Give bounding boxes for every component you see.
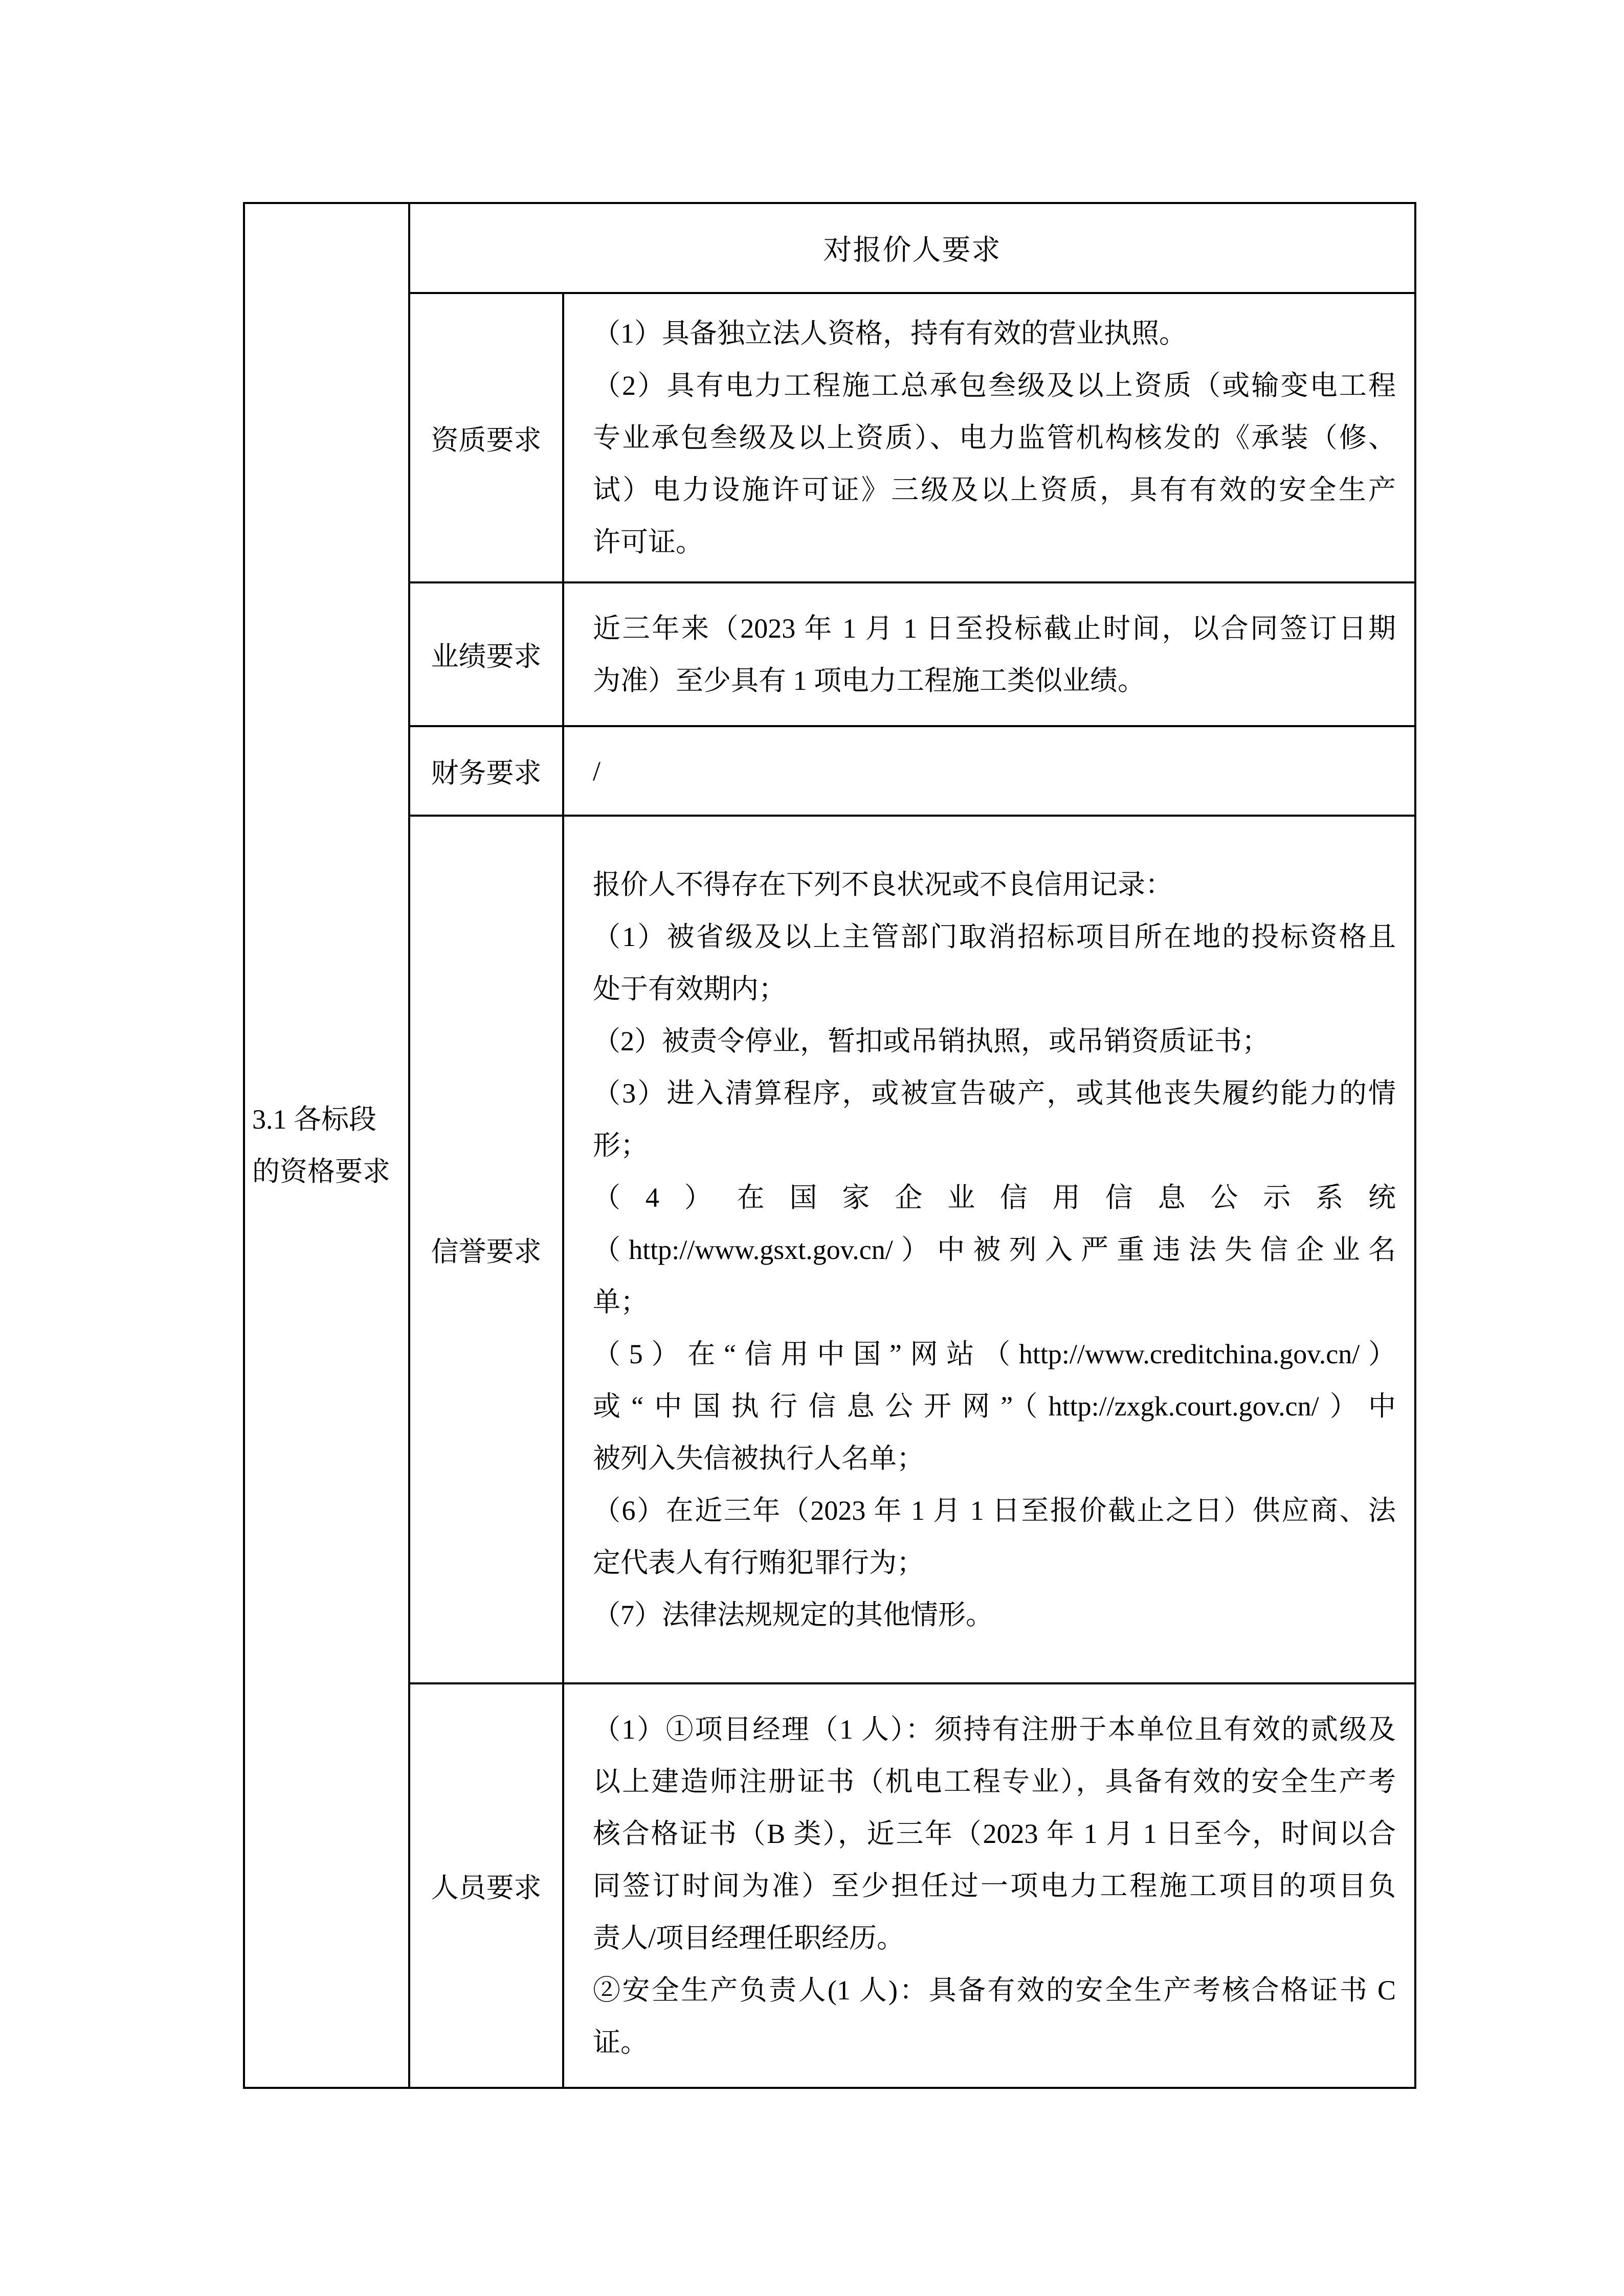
table-header-cell: 对报价人要求 xyxy=(409,203,1415,293)
content-line: 同签订时间为准）至少担任过一项电力工程施工项目的项目负 xyxy=(593,1870,1396,1901)
content-line: （2）被责令停业，暂扣或吊销执照，或吊销资质证书； xyxy=(593,1025,1270,1056)
content-line: 被列入失信被执行人名单； xyxy=(593,1443,924,1474)
table-row xyxy=(244,293,1415,582)
content-line: 核合格证书（B 类），近三年（2023 年 1 月 1 日至今，时间以合 xyxy=(593,1818,1396,1849)
content-line: 报价人不得存在下列不良状况或不良信用记录： xyxy=(593,869,1173,900)
table-row xyxy=(244,816,1415,1683)
content-cell xyxy=(563,582,1415,726)
content-line: 许可证。 xyxy=(593,527,703,557)
content-line: 为准）至少具有 1 项电力工程施工类似业绩。 xyxy=(593,665,1145,696)
content-line: ②安全生产负责人(1 人)：具备有效的安全生产考核合格证书 C xyxy=(593,1974,1396,2006)
table-row xyxy=(244,726,1415,816)
content-line: / xyxy=(593,755,601,786)
table-row xyxy=(244,1683,1415,2088)
row-label: 业绩要求 xyxy=(409,582,563,726)
section-label-cell xyxy=(244,203,409,2088)
content-line: 定代表人有行贿犯罪行为； xyxy=(593,1547,924,1578)
row-label: 人员要求 xyxy=(409,1683,563,2088)
content-line: 专业承包叁级及以上资质）、电力监管机构核发的《承装（修、 xyxy=(593,422,1396,453)
content-line: （5）在“信用中国”网站（http://www.creditchina.gov.cn/） xyxy=(593,1338,1396,1369)
content-line: 或“中国执行信息公开网”（http://zxgk.court.gov.cn/）中 xyxy=(593,1390,1396,1422)
content-line: （2）具有电力工程施工总承包叁级及以上资质（或输变电工程 xyxy=(593,370,1396,401)
section-label-line: 的资格要求 xyxy=(252,1156,390,1187)
table-body xyxy=(244,203,1415,2088)
row-label: 资质要求 xyxy=(409,293,563,582)
content-cell xyxy=(563,816,1415,1683)
content-line: （1）具备独立法人资格，持有有效的营业执照。 xyxy=(593,318,1187,349)
content-line: 责人/项目经理任职经历。 xyxy=(593,1922,905,1953)
content-line: 处于有效期内； xyxy=(593,973,786,1004)
content-line: （1）被省级及以上主管部门取消招标项目所在地的投标资格且 xyxy=(593,921,1396,952)
section-label-line: 3.1 各标段 xyxy=(252,1104,376,1135)
row-label: 财务要求 xyxy=(409,726,563,816)
content-cell xyxy=(563,726,1415,816)
content-line: （7）法律法规规定的其他情形。 xyxy=(593,1599,993,1630)
content-line: 证。 xyxy=(593,2027,648,2058)
content-line: 近三年来（2023 年 1 月 1 日至投标截止时间，以合同签订日期 xyxy=(593,613,1396,644)
content-line: 形； xyxy=(593,1130,648,1161)
row-label: 信誉要求 xyxy=(409,816,563,1683)
content-line: （http://www.gsxt.gov.cn/）中被列入严重违法失信企业名 xyxy=(593,1234,1396,1265)
content-line: 单； xyxy=(593,1286,648,1317)
header-row xyxy=(244,203,1415,293)
table-row xyxy=(244,582,1415,726)
content-line: （6）在近三年（2023 年 1 月 1 日至报价截止之日）供应商、法 xyxy=(593,1495,1396,1526)
qualification-table xyxy=(243,202,1416,2089)
content-line: （4）在国家企业信用信息公示系统 xyxy=(593,1182,1396,1213)
content-cell xyxy=(563,293,1415,582)
content-cell xyxy=(563,1683,1415,2088)
content-line: （1）①项目经理（1 人）：须持有注册于本单位且有效的贰级及 xyxy=(593,1714,1396,1745)
content-line: （3）进入清算程序，或被宣告破产，或其他丧失履约能力的情 xyxy=(593,1077,1396,1109)
content-line: 以上建造师注册证书（机电工程专业），具备有效的安全生产考 xyxy=(593,1766,1396,1797)
content-line: 试）电力设施许可证》三级及以上资质，具有有效的安全生产 xyxy=(593,475,1396,505)
